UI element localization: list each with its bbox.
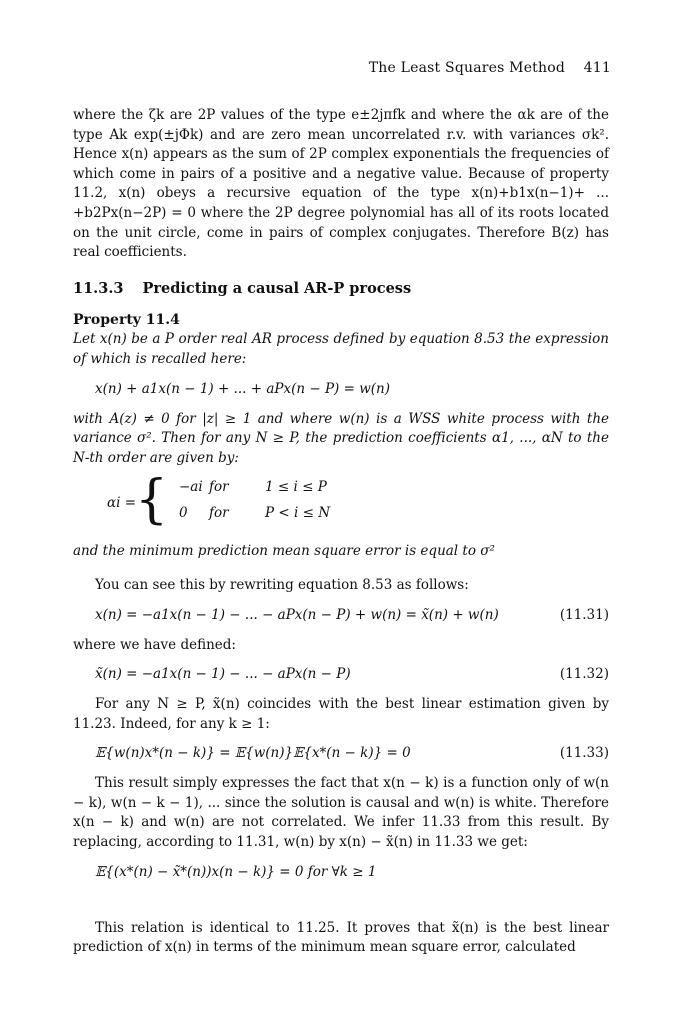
- running-header: [369, 60, 611, 76]
- case2-word: for: [209, 505, 229, 522]
- case1-condition: 1 ≤ i ≤ P: [265, 479, 327, 496]
- case-row-1: [179, 478, 327, 498]
- equation-11-33-text: 𝔼{w(n)x*(n − k)} = 𝔼{w(n)}𝔼{x*(n − k)} = 0: [95, 745, 411, 762]
- property-intro: Let x(n) be a P order real AR process defined by equation 8.53 the expression of which is recalled here:: [73, 331, 609, 367]
- equation-11-32: [73, 663, 609, 687]
- page-number: 411: [583, 60, 611, 76]
- paragraph-roots-unit-circle: where the ζk are 2P values of the type e±2jπfk and where the αk are of the type Ak exp(±jΦk) and are zero mean uncorrelated r.v. with variances σk². Hence x(n) appears as the sum of 2P complex exponentials the frequencies of which come in pairs of a positive and a negative value. Because of property 11.2, x(n) obeys a recursive equation of the type x(n)+b1x(n−1)+ ... +b2Px(n−2P) = 0 where the 2P degree polynomial has all of its roots located on the unit circle, come in pairs of complex conjugates. Therefore B(z) has real coefficients.: [73, 107, 609, 261]
- equation-11-31-text: x(n) = −a1x(n − 1) − ... − aPx(n − P) + w(n) = x̃(n) + w(n): [95, 606, 499, 623]
- section-heading: [73, 279, 609, 299]
- running-title: The Least Squares Method: [368, 60, 566, 76]
- paragraph-defined: where we have defined:: [73, 636, 236, 653]
- paragraph-rewriting: You can see this by rewriting equation 8.53 as follows:: [95, 576, 469, 593]
- paragraph-identical: This relation is identical to 11.25. It proves that x̃(n) is the best linear prediction of x(n) in terms of the minimum mean square error, calculated: [73, 919, 609, 956]
- equation-11-33-tag: (11.33): [559, 745, 609, 762]
- paragraph-coincides: For any N ≥ P, x̃(n) coincides with the best linear estimation given by 11.23. Indeed, for any k ≥ 1:: [73, 696, 609, 732]
- property-condition: with A(z) ≠ 0 for |z| ≥ 1 and where w(n) is a WSS white process with the variance σ². Then for any N ≥ P, the prediction coefficients α1, ..., αN to the N-th order are given by:: [73, 410, 609, 466]
- case1-word: for: [209, 479, 229, 496]
- paragraph-result: This result simply expresses the fact that x(n − k) is a function only of w(n − k), w(n − k − 1), ... since the solution is causal and w(n) is white. Therefore x(n − k) and w(n) are not correlated. We infer 11.33 from this result. By replacing, according to 11.31, w(n) by x(n) − x̃(n) in 11.33 we get:: [73, 775, 609, 851]
- equation-11-33: [73, 742, 609, 766]
- property-conclusion: and the minimum prediction mean square error is equal to σ²: [73, 543, 495, 560]
- case1-value: −ai: [179, 479, 203, 496]
- section-title: Predicting a causal AR-P process: [142, 279, 412, 297]
- equation-11-32-text: x̃(n) = −a1x(n − 1) − ... − aPx(n − P): [95, 666, 351, 683]
- equation-11-31: [73, 604, 609, 628]
- equation-orthogonality: [73, 861, 609, 885]
- equation-11-31-tag: (11.31): [559, 606, 609, 623]
- left-brace: {: [135, 470, 169, 531]
- cases-lhs: αi =: [107, 495, 137, 512]
- property-title: Property 11.4: [73, 312, 180, 329]
- case2-condition: P < i ≤ N: [265, 505, 331, 522]
- section-number: 11.3.3: [73, 279, 124, 297]
- page-body: [73, 106, 609, 958]
- equation-orthogonality-text: 𝔼{(x*(n) − x̃*(n))x(n − k)} = 0 for ∀k ≥ 1: [95, 863, 377, 880]
- equation-ar-process: [73, 378, 609, 402]
- case-row-2: [179, 504, 331, 524]
- equation-ar-process-text: x(n) + a1x(n − 1) + ... + aPx(n − P) = w(n): [95, 380, 390, 397]
- prediction-coefficients-cases: [73, 470, 609, 532]
- case2-value: 0: [179, 505, 188, 522]
- equation-11-32-tag: (11.32): [559, 666, 609, 683]
